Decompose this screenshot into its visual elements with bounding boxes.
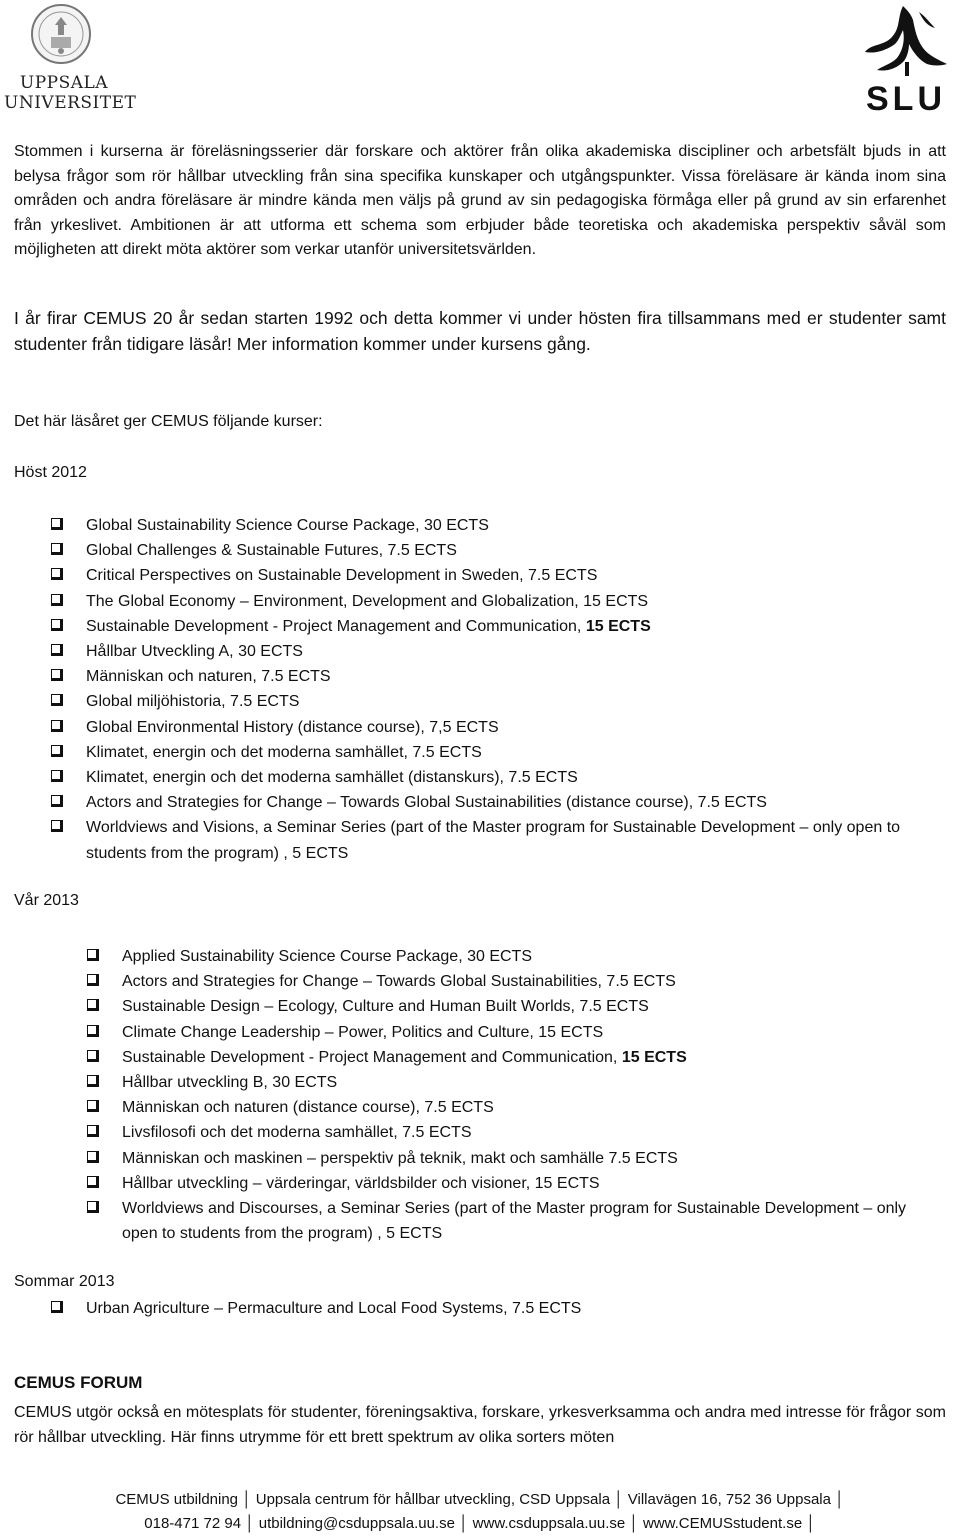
list-item: Worldviews and Discourses, a Seminar Series (part of the Master program for Sustainable Development – only open to students from the program) , 5 ECTS: [84, 1196, 944, 1246]
list-item: Klimatet, energin och det moderna samhället (distanskurs), 7.5 ECTS: [48, 765, 938, 790]
checkbox-icon: [87, 1025, 99, 1037]
forum-paragraph: CEMUS utgör också en mötesplats för studenter, föreningsaktiva, forskare, yrkesverksamma och andra med intresse för frågor som rör hållbar utveckling. Här finns utrymme för ett brett spektrum av olika sorters möten: [14, 1404, 946, 1446]
checkbox-icon: [51, 820, 63, 832]
slu-logo-text: SLU: [866, 80, 946, 116]
footer-line-1: CEMUS utbildning │ Uppsala centrum för hållbar utveckling, CSD Uppsala │ Villavägen 16, 752 36 Uppsala │: [115, 1491, 845, 1508]
checkbox-icon: [51, 720, 63, 732]
list-item: Urban Agriculture – Permaculture and Local Food Systems, 7.5 ECTS: [48, 1296, 938, 1321]
checkbox-icon: [51, 568, 63, 580]
list-item: Climate Change Leadership – Power, Politics and Culture, 15 ECTS: [84, 1020, 944, 1045]
course-list-var: [84, 944, 944, 1246]
list-item: Människan och maskinen – perspektiv på teknik, makt och samhälle 7.5 ECTS: [84, 1146, 944, 1171]
logo-text-uppsala: UPPSALA: [19, 73, 109, 93]
list-item: Global Environmental History (distance course), 7,5 ECTS: [48, 715, 938, 740]
ects-bold: 15 ECTS: [621, 1048, 687, 1066]
uppsala-universitet-logo: [4, 3, 137, 115]
checkbox-icon: [51, 1301, 63, 1313]
checkbox-icon: [51, 694, 63, 706]
list-item: Hållbar utveckling B, 30 ECTS: [84, 1070, 944, 1095]
courses-heading: Det här läsåret ger CEMUS följande kurser:: [14, 413, 323, 430]
checkbox-icon: [87, 1176, 99, 1188]
forum-heading: CEMUS FORUM: [14, 1373, 143, 1392]
logo-text-universitet: UNIVERSITET: [4, 93, 137, 113]
course-list-sommar: [48, 1296, 938, 1321]
list-item: Actors and Strategies for Change – Towards Global Sustainabilities (distance course), 7.5 ECTS: [48, 790, 938, 815]
section-heading-var: Vår 2013: [14, 892, 79, 909]
list-item: Människan och naturen (distance course), 7.5 ECTS: [84, 1095, 944, 1120]
checkbox-icon: [51, 795, 63, 807]
checkbox-icon: [51, 619, 63, 631]
list-item: Worldviews and Visions, a Seminar Series (part of the Master program for Sustainable Development – only open to students from the program) , 5 ECTS: [48, 815, 938, 865]
list-item: Livsfilosofi och det moderna samhället, 7.5 ECTS: [84, 1120, 944, 1145]
checkbox-icon: [87, 1125, 99, 1137]
list-item: Människan och naturen, 7.5 ECTS: [48, 664, 938, 689]
checkbox-icon: [87, 1151, 99, 1163]
ects-bold: 15 ECTS: [585, 617, 651, 635]
slu-logo: [857, 4, 955, 116]
checkbox-icon: [87, 1075, 99, 1087]
list-item: Hållbar utveckling – värderingar, världsbilder och visioner, 15 ECTS: [84, 1171, 944, 1196]
list-item: Hållbar Utveckling A, 30 ECTS: [48, 639, 938, 664]
checkbox-icon: [87, 974, 99, 986]
checkbox-icon: [51, 745, 63, 757]
list-item: Global Sustainability Science Course Package, 30 ECTS: [48, 513, 938, 538]
list-item: Sustainable Development - Project Management and Communication, 15 ECTS: [84, 1045, 944, 1070]
checkbox-icon: [51, 594, 63, 606]
intro-paragraph-1: Stommen i kurserna är föreläsningsserier där forskare och aktörer från olika akademiska discipliner och arbetsfält bjuds in att belysa frågor som rör hållbar utveckling från sina specifika kunskaper och utgångspunkter. Vissa föreläsare är kända inom sina områden och andra föreläsare är mindre kända men väljs på grund av sin pedagogiska förmåga eller på grund av sin erfarenhet från yrkeslivet. Ambitionen är att utforma ett schema som erbjuder både teoretiska och akademiska perspektiv såväl som möjligheten att direkt möta aktörer som verkar utanför universitetsvärlden.: [14, 143, 946, 258]
checkbox-icon: [51, 543, 63, 555]
list-item: Applied Sustainability Science Course Package, 30 ECTS: [84, 944, 944, 969]
university-seal-icon: [30, 3, 92, 65]
checkbox-icon: [51, 770, 63, 782]
list-item: Global miljöhistoria, 7.5 ECTS: [48, 689, 938, 714]
checkbox-icon: [87, 1100, 99, 1112]
slu-tree-icon: [857, 4, 955, 116]
checkbox-icon: [51, 518, 63, 530]
list-item: Sustainable Design – Ecology, Culture and Human Built Worlds, 7.5 ECTS: [84, 994, 944, 1019]
checkbox-icon: [51, 644, 63, 656]
checkbox-icon: [51, 669, 63, 681]
section-heading-host: Höst 2012: [14, 464, 87, 481]
section-heading-sommar: Sommar 2013: [14, 1273, 115, 1290]
checkbox-icon: [87, 1201, 99, 1213]
checkbox-icon: [87, 949, 99, 961]
list-item: Sustainable Development - Project Management and Communication, 15 ECTS: [48, 614, 938, 639]
list-item: Critical Perspectives on Sustainable Development in Sweden, 7.5 ECTS: [48, 563, 938, 588]
list-item: Global Challenges & Sustainable Futures, 7.5 ECTS: [48, 538, 938, 563]
course-list-host: [48, 513, 938, 866]
intro-paragraph-2: I år firar CEMUS 20 år sedan starten 1992 och detta kommer vi under hösten fira tillsammans med er studenter samt studenter från tidigare läsår! Mer information kommer under kursens gång.: [14, 308, 946, 354]
checkbox-icon: [87, 999, 99, 1011]
list-item: Actors and Strategies for Change – Towards Global Sustainabilities, 7.5 ECTS: [84, 969, 944, 994]
checkbox-icon: [87, 1050, 99, 1062]
list-item: Klimatet, energin och det moderna samhället, 7.5 ECTS: [48, 740, 938, 765]
footer-line-2: 018-471 72 94 │ utbildning@csduppsala.uu.se │ www.csduppsala.uu.se │ www.CEMUSstudent.se │: [144, 1515, 816, 1532]
list-item: The Global Economy – Environment, Development and Globalization, 15 ECTS: [48, 589, 938, 614]
